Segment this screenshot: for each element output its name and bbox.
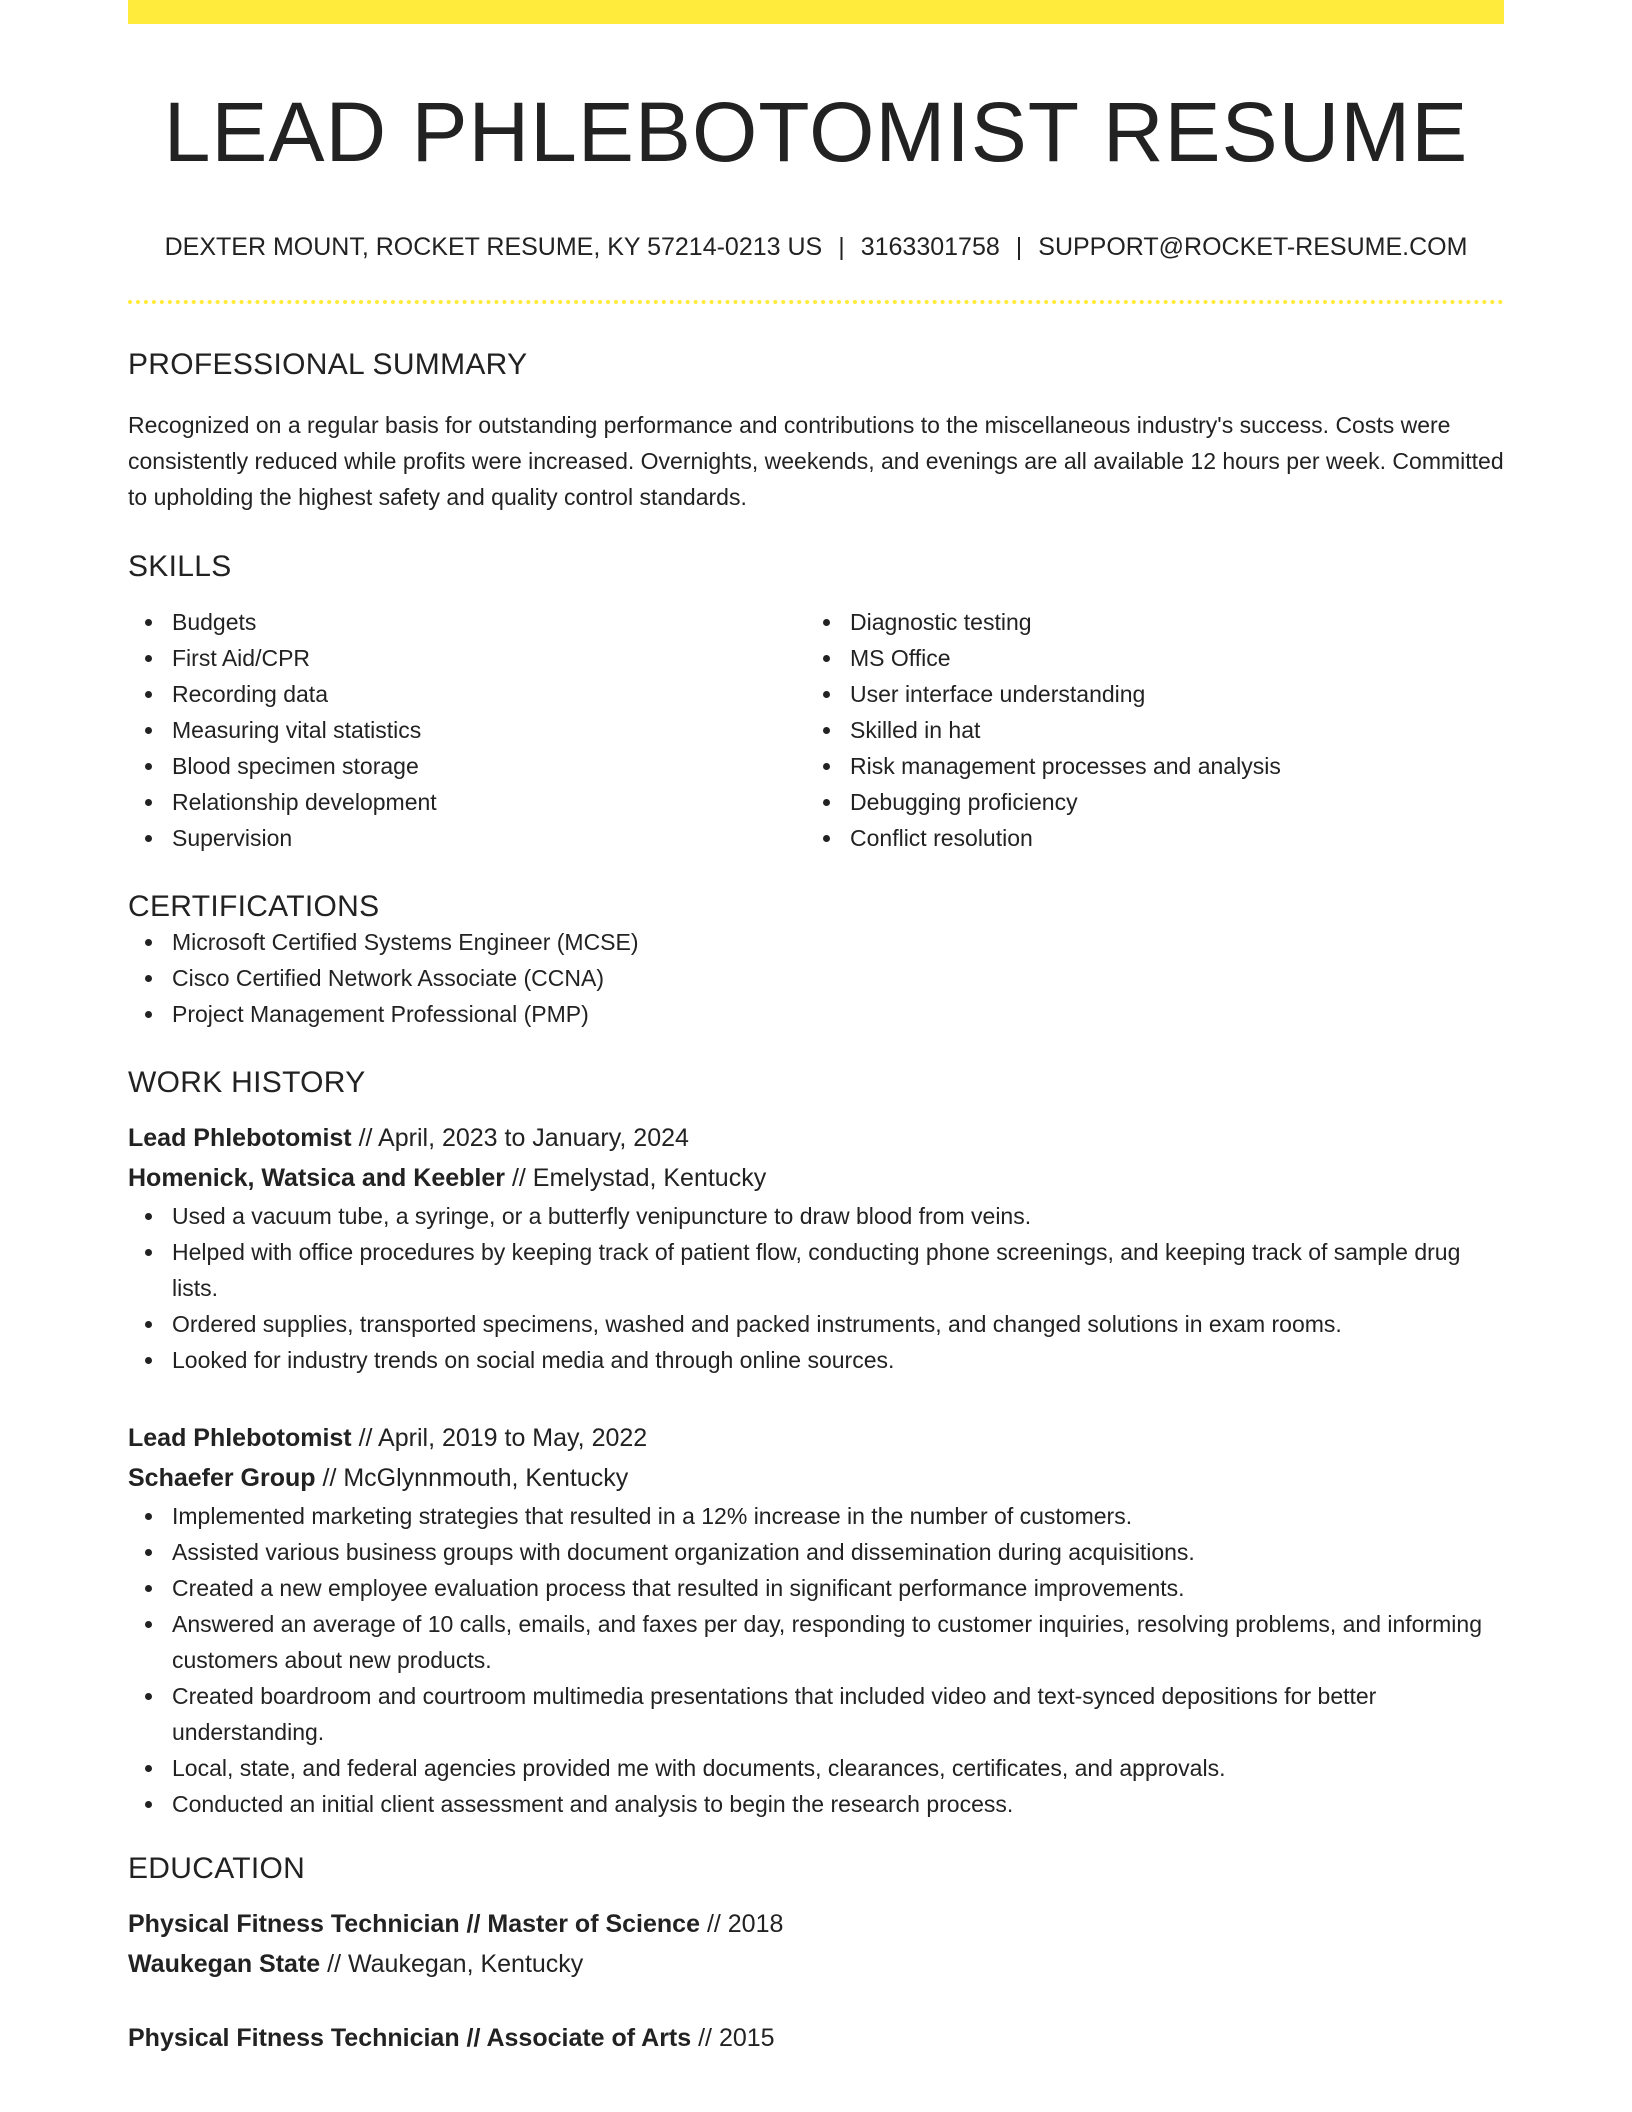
- job-title-line: [128, 1118, 1504, 1158]
- job-bullet: Looked for industry trends on social media and through online sources.: [128, 1342, 1504, 1378]
- work-history-heading: WORK HISTORY: [128, 1065, 366, 1099]
- skills-heading: SKILLS: [128, 549, 232, 583]
- skill-item: Diagnostic testing: [806, 604, 1484, 640]
- certification-item: Project Management Professional (PMP): [128, 996, 1504, 1032]
- summary-heading: PROFESSIONAL SUMMARY: [128, 347, 528, 381]
- contact-separator: |: [838, 232, 845, 261]
- job-bullet: Local, state, and federal agencies provided me with documents, clearances, certificates, and approvals.: [128, 1750, 1504, 1786]
- job-bullet: Created boardroom and courtroom multimedia presentations that included video and text-synced depositions for better understanding.: [128, 1678, 1504, 1750]
- job-bullet: Ordered supplies, transported specimens, washed and packed instruments, and changed solutions in exam rooms.: [128, 1306, 1504, 1342]
- education-school-line: [128, 1944, 1504, 1984]
- job-dates: // April, 2019 to May, 2022: [358, 1423, 648, 1452]
- contact-phone: 3163301758: [860, 232, 1000, 261]
- job-company: Schaefer Group: [128, 1463, 316, 1492]
- skill-item: Skilled in hat: [806, 712, 1484, 748]
- skill-item: Supervision: [128, 820, 806, 856]
- job-dates: // April, 2023 to January, 2024: [358, 1123, 689, 1152]
- certification-item: Cisco Certified Network Associate (CCNA): [128, 960, 1504, 996]
- job-company: Homenick, Watsica and Keebler: [128, 1163, 505, 1192]
- work-history-section: [128, 1066, 1504, 1822]
- job-title: Lead Phlebotomist: [128, 1123, 352, 1152]
- job-location: // Emelystad, Kentucky: [511, 1163, 767, 1192]
- job-bullet-list: [128, 1498, 1504, 1822]
- job-bullet-list: [128, 1198, 1504, 1378]
- job-bullet: Used a vacuum tube, a syringe, or a butterfly venipuncture to draw blood from veins.: [128, 1198, 1504, 1234]
- education-degree: Physical Fitness Technician // Associate of Arts: [128, 2023, 692, 2052]
- job-entry: [128, 1418, 1504, 1822]
- top-accent-bar: [128, 0, 1504, 24]
- skill-item: Budgets: [128, 604, 806, 640]
- skill-item: User interface understanding: [806, 676, 1484, 712]
- job-location: // McGlynnmouth, Kentucky: [322, 1463, 629, 1492]
- job-title-line: [128, 1418, 1504, 1458]
- skill-item: Debugging proficiency: [806, 784, 1484, 820]
- resume-page: [128, 0, 1504, 2058]
- skill-item: Risk management processes and analysis: [806, 748, 1484, 784]
- job-company-line: [128, 1158, 1504, 1198]
- skill-item: MS Office: [806, 640, 1484, 676]
- skills-grid: [128, 604, 1504, 856]
- education-degree: Physical Fitness Technician // Master of Science: [128, 1909, 700, 1938]
- summary-text: Recognized on a regular basis for outstanding performance and contributions to the miscellaneous industry's success. Costs were consistently reduced while profits were increased. Overnights, weekends, and evenings are all available 12 hours per week. Committed to upholding the highest safety and quality control standards.: [128, 411, 1504, 510]
- summary-section: [128, 348, 1504, 515]
- education-heading: EDUCATION: [128, 1851, 306, 1885]
- education-year: // 2018: [706, 1909, 784, 1938]
- skill-item: Conflict resolution: [806, 820, 1484, 856]
- job-bullet: Implemented marketing strategies that resulted in a 12% increase in the number of customers.: [128, 1498, 1504, 1534]
- contact-line: [128, 233, 1504, 262]
- job-bullet: Conducted an initial client assessment and analysis to begin the research process.: [128, 1786, 1504, 1822]
- certifications-section: [128, 890, 1504, 1032]
- education-year: // 2015: [698, 2023, 775, 2052]
- skills-list-left: [128, 604, 806, 856]
- education-school: Waukegan State: [128, 1949, 321, 1978]
- certifications-list: [128, 924, 1504, 1032]
- education-degree-line: [128, 1904, 1504, 1944]
- skill-item: Recording data: [128, 676, 806, 712]
- skill-item: Relationship development: [128, 784, 806, 820]
- skills-list-right: [806, 604, 1484, 856]
- education-entry: [128, 1904, 1504, 1984]
- skill-item: Blood specimen storage: [128, 748, 806, 784]
- job-bullet: Answered an average of 10 calls, emails, and faxes per day, responding to customer inquiries, resolving problems, and informing customers about new products.: [128, 1606, 1504, 1678]
- skill-item: First Aid/CPR: [128, 640, 806, 676]
- job-title: Lead Phlebotomist: [128, 1423, 352, 1452]
- contact-email: SUPPORT@ROCKET-RESUME.COM: [1038, 232, 1468, 261]
- skills-section: [128, 550, 1504, 856]
- contact-separator: |: [1015, 232, 1023, 261]
- resume-title: LEAD PHLEBOTOMIST RESUME: [163, 85, 1469, 179]
- education-degree-line: [128, 2018, 1504, 2058]
- education-entry: [128, 2018, 1504, 2058]
- contact-address: DEXTER MOUNT, ROCKET RESUME, KY 57214-0213 US: [164, 232, 823, 261]
- education-section: [128, 1852, 1504, 2058]
- job-bullet: Created a new employee evaluation process that resulted in significant performance improvements.: [128, 1570, 1504, 1606]
- skill-item: Measuring vital statistics: [128, 712, 806, 748]
- job-bullet: Assisted various business groups with document organization and dissemination during acquisitions.: [128, 1534, 1504, 1570]
- job-company-line: [128, 1458, 1504, 1498]
- dotted-divider: [128, 300, 1504, 304]
- job-entry: [128, 1118, 1504, 1378]
- job-bullet: Helped with office procedures by keeping track of patient flow, conducting phone screenings, and keeping track of sample drug lists.: [128, 1234, 1504, 1306]
- certification-item: Microsoft Certified Systems Engineer (MCSE): [128, 924, 1504, 960]
- education-location: // Waukegan, Kentucky: [327, 1949, 584, 1978]
- certifications-heading: CERTIFICATIONS: [128, 889, 380, 923]
